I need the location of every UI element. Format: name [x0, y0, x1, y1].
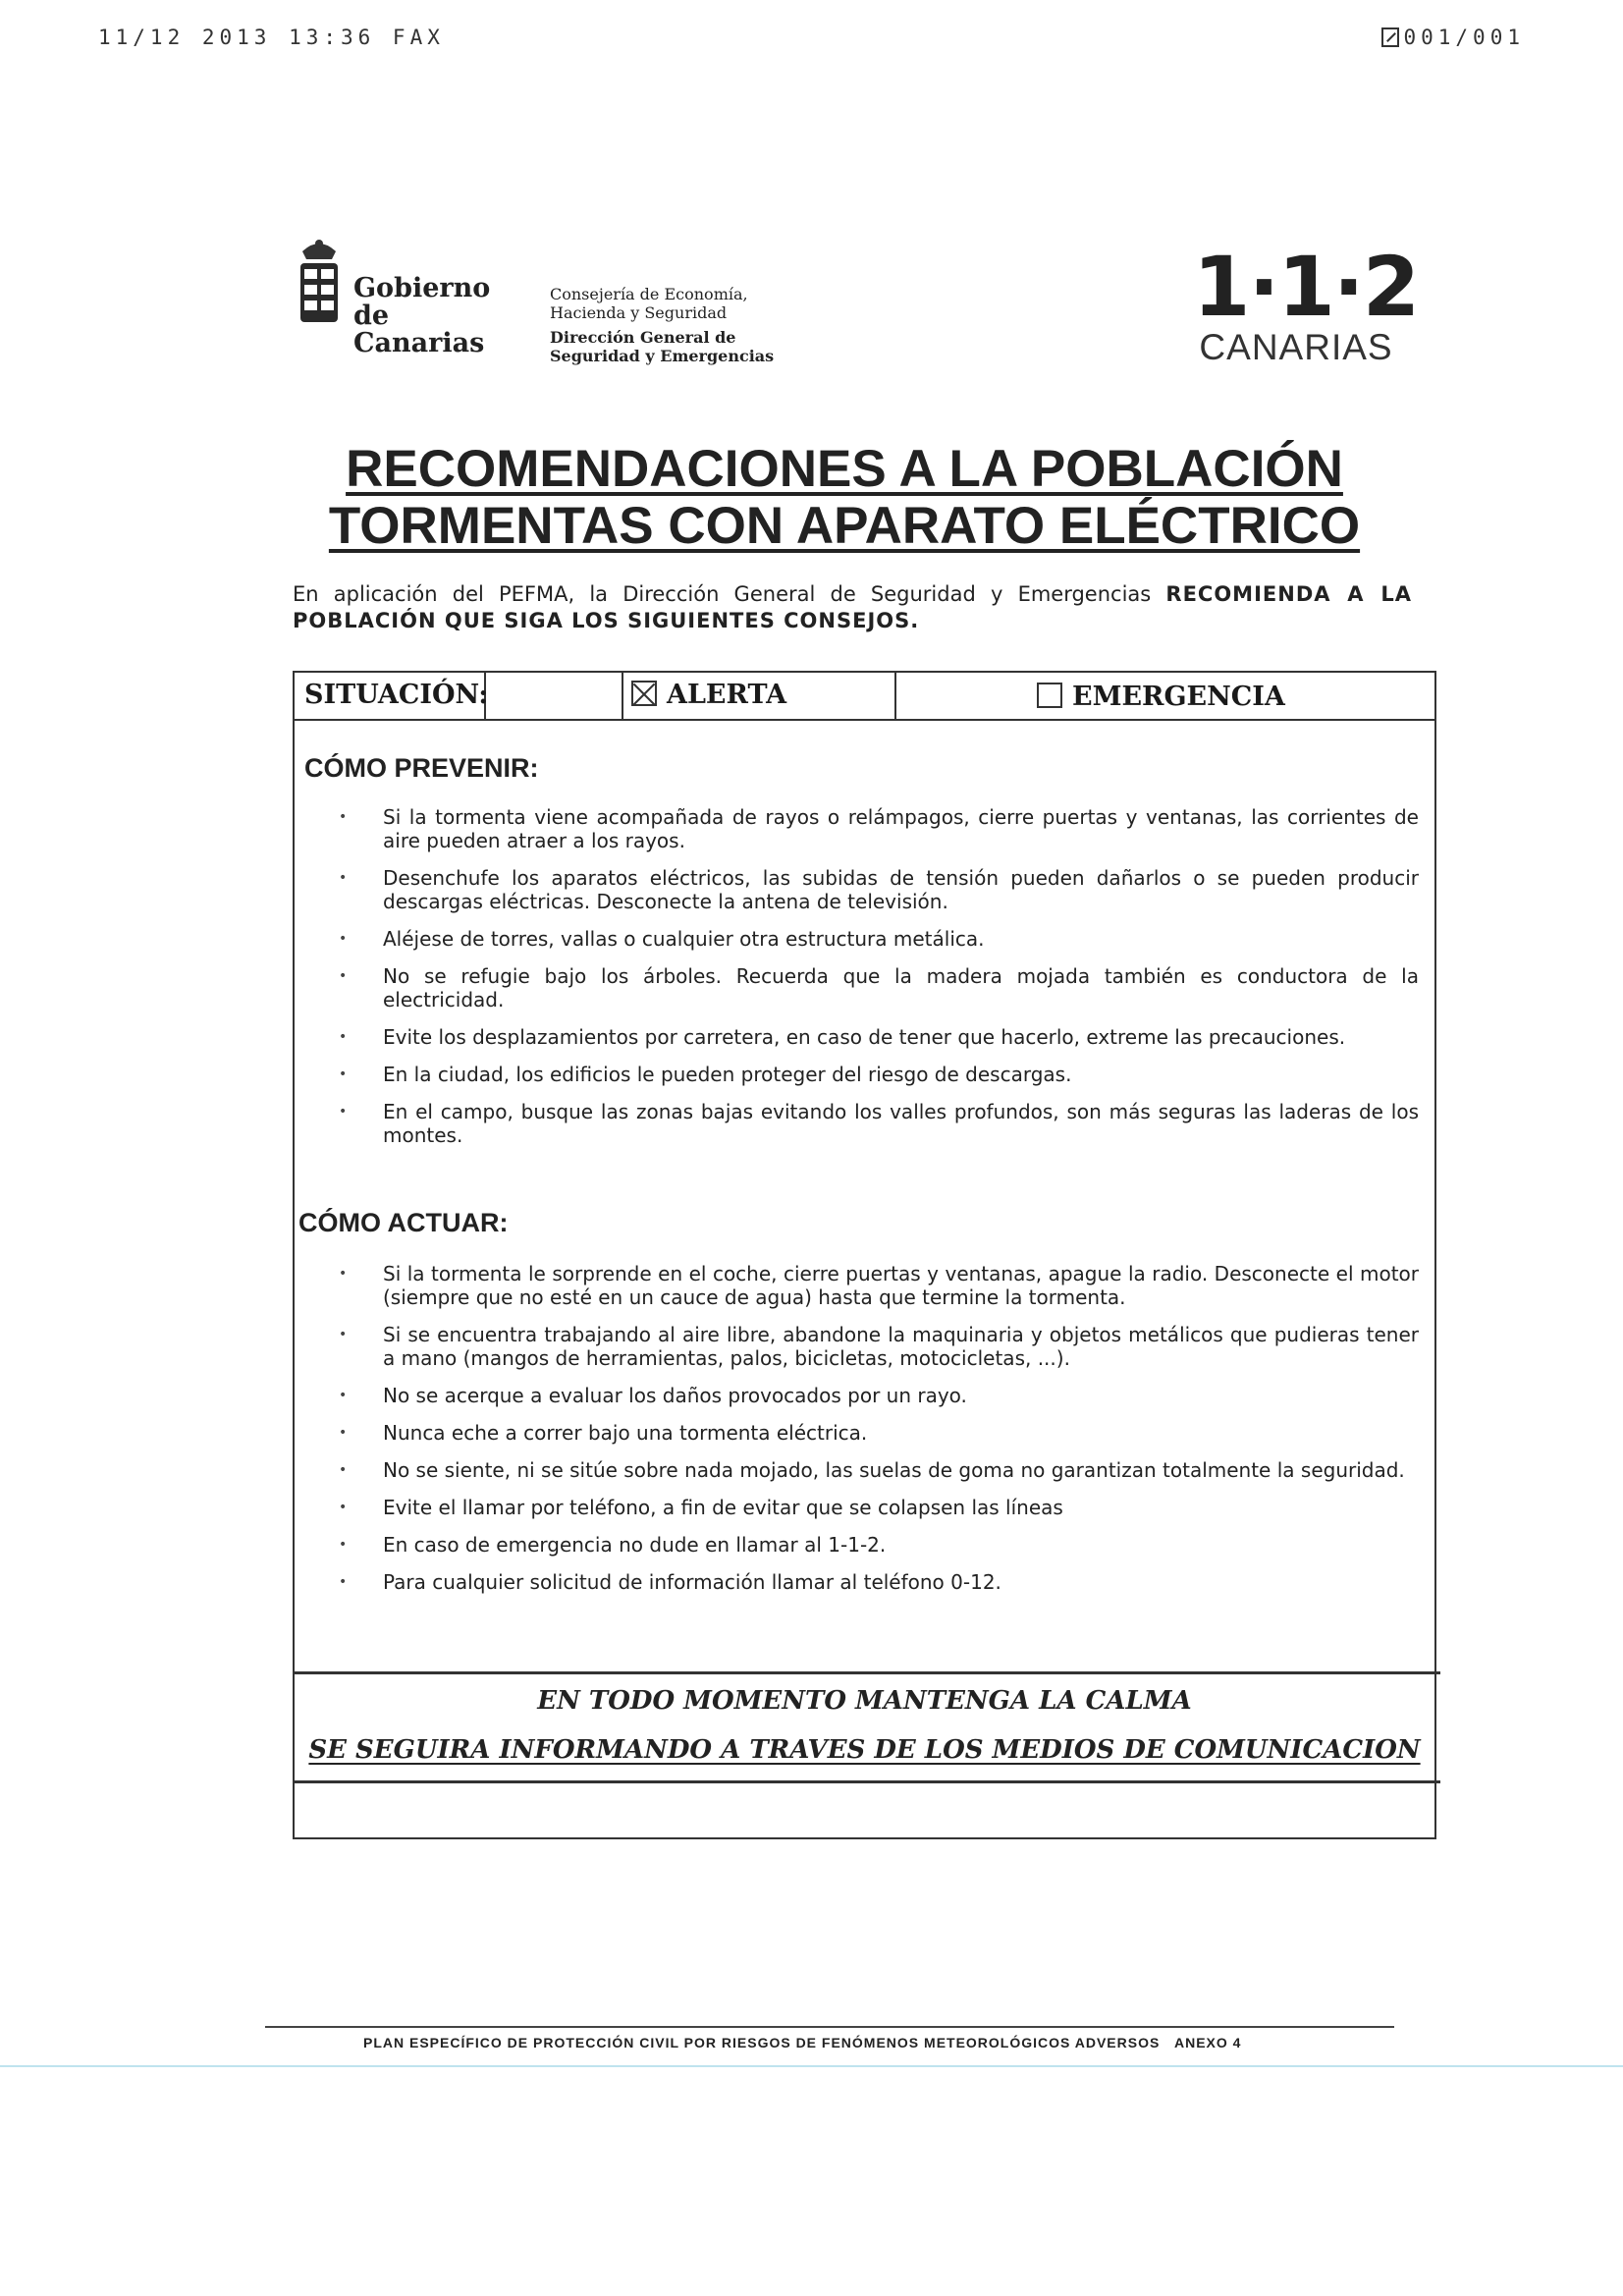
divider: [293, 1780, 1440, 1783]
footer-divider: [265, 2026, 1394, 2028]
recommendations-box: [293, 671, 1436, 1839]
list-item: • En la ciudad, los edificios le pueden proteger del riesgo de descargas.: [334, 1063, 1419, 1086]
list-item: • Si se encuentra trabajando al aire libre, abandone la maquinaria y objetos metálicos que pudieras tener a mano (mangos de herramientas, palos, bicicletas, motocicletas, ...).: [334, 1323, 1419, 1370]
intro-paragraph: [293, 581, 1412, 634]
list-item: • Evite el llamar por teléfono, a fin de evitar que se colapsen las líneas: [334, 1496, 1419, 1519]
footer-annex: ANEXO 4: [1173, 2035, 1242, 2050]
direccion-line1: Dirección General de: [550, 328, 736, 347]
fax-check-icon: [1381, 27, 1399, 47]
emergencia-label: EMERGENCIA: [1072, 682, 1285, 712]
gobierno-line1: Gobierno: [353, 273, 491, 303]
fax-timestamp: 11/12 2013 13:36 FAX: [98, 26, 445, 49]
alerta-checkbox: [631, 681, 657, 706]
situation-label: SITUACIÓN:: [295, 673, 486, 719]
list-item: • No se refugie bajo los árboles. Recuerda que la madera mojada también es conductora de la electricidad.: [334, 964, 1419, 1011]
gobierno-name: [353, 275, 520, 357]
list-item: • No se siente, ni se sitúe sobre nada mojado, las suelas de goma no garantizan totalmente la seguridad.: [334, 1458, 1419, 1482]
scan-artifact-line: [0, 2065, 1623, 2067]
gobierno-canarias-logo: [295, 234, 520, 358]
footer: [363, 2035, 1241, 2050]
informacion-message: SE SEGUIRA INFORMANDO A TRAVES DE LOS MEDIOS DE COMUNICACION: [308, 1735, 1421, 1765]
consejeria-line2: Hacienda y Seguridad: [550, 303, 728, 322]
divider: [293, 1671, 1440, 1674]
situation-alerta: [622, 673, 896, 719]
list-item: • En caso de emergencia no dude en llamar al 1-1-2.: [334, 1533, 1419, 1557]
page-title-line2: TORMENTAS CON APARATO ELÉCTRICO: [328, 497, 1361, 555]
alerta-label: ALERTA: [667, 680, 787, 710]
list-item: • No se acerque a evaluar los daños provocados por un rayo.: [334, 1384, 1419, 1407]
fax-page-count: [1381, 26, 1525, 49]
prevenir-list: [334, 805, 1419, 1147]
list-item: • Para cualquier solicitud de información llamar al teléfono 0-12.: [334, 1570, 1419, 1594]
como-prevenir-heading: CÓMO PREVENIR:: [304, 753, 539, 783]
list-item: • Desenchufe los aparatos eléctricos, las subidas de tensión pueden dañarlos o se pueden producir descargas eléctricas. Desconecte la antena de televisión.: [334, 866, 1419, 913]
list-item: • Si la tormenta le sorprende en el coche, cierre puertas y ventanas, apague la radio. Desconecte el motor (siempre que no esté en un cauce de agua) hasta que termine la tormenta.: [334, 1262, 1419, 1309]
intro-strong: RECOMIENDA A LA POBLACIÓN QUE SIGA LOS SIGUIENTES CONSEJOS.: [293, 582, 1412, 632]
situation-row: [295, 673, 1434, 721]
fax-page-number: 001/001: [1403, 26, 1525, 49]
page-title-line1: RECOMENDACIONES A LA POBLACIÓN: [346, 440, 1343, 498]
list-item: • Nunca eche a correr bajo una tormenta eléctrica.: [334, 1421, 1419, 1445]
coat-of-arms-icon: [295, 234, 344, 332]
emergencia-checkbox: [1037, 683, 1062, 708]
fax-header: [98, 26, 1525, 55]
consejeria-block: [550, 285, 774, 365]
list-item: • En el campo, busque las zonas bajas evitando los valles profundos, son más seguras las laderas de los montes.: [334, 1100, 1419, 1147]
list-item: • Aléjese de torres, vallas o cualquier otra estructura metálica.: [334, 927, 1419, 951]
consejeria-line1: Consejería de Economía,: [550, 285, 748, 303]
como-actuar-heading: CÓMO ACTUAR:: [298, 1208, 509, 1237]
footer-plan-text: PLAN ESPECÍFICO DE PROTECCIÓN CIVIL POR RIESGOS DE FENÓMENOS METEOROLÓGICOS ADVERSOS: [363, 2035, 1161, 2050]
actuar-list: [334, 1262, 1419, 1594]
situation-emergencia: [1029, 673, 1331, 719]
logo-112-canarias: [1193, 239, 1419, 367]
intro-text: En aplicación del PEFMA, la Dirección General de Seguridad y Emergencias: [293, 582, 1166, 606]
logo-112-number: 1·1·2: [1193, 239, 1419, 335]
logo-112-canarias-text: CANARIAS: [1199, 327, 1393, 367]
list-item: • Evite los desplazamientos por carretera, en caso de tener que hacerlo, extreme las precauciones.: [334, 1025, 1419, 1049]
gobierno-line2: de Canarias: [353, 301, 485, 358]
list-item: • Si la tormenta viene acompañada de rayos o relámpagos, cierre puertas y ventanas, las corrientes de aire pueden atraer a los rayos.: [334, 805, 1419, 852]
calma-message: EN TODO MOMENTO MANTENGA LA CALMA: [537, 1686, 1192, 1716]
direccion-line2: Seguridad y Emergencias: [550, 347, 775, 365]
